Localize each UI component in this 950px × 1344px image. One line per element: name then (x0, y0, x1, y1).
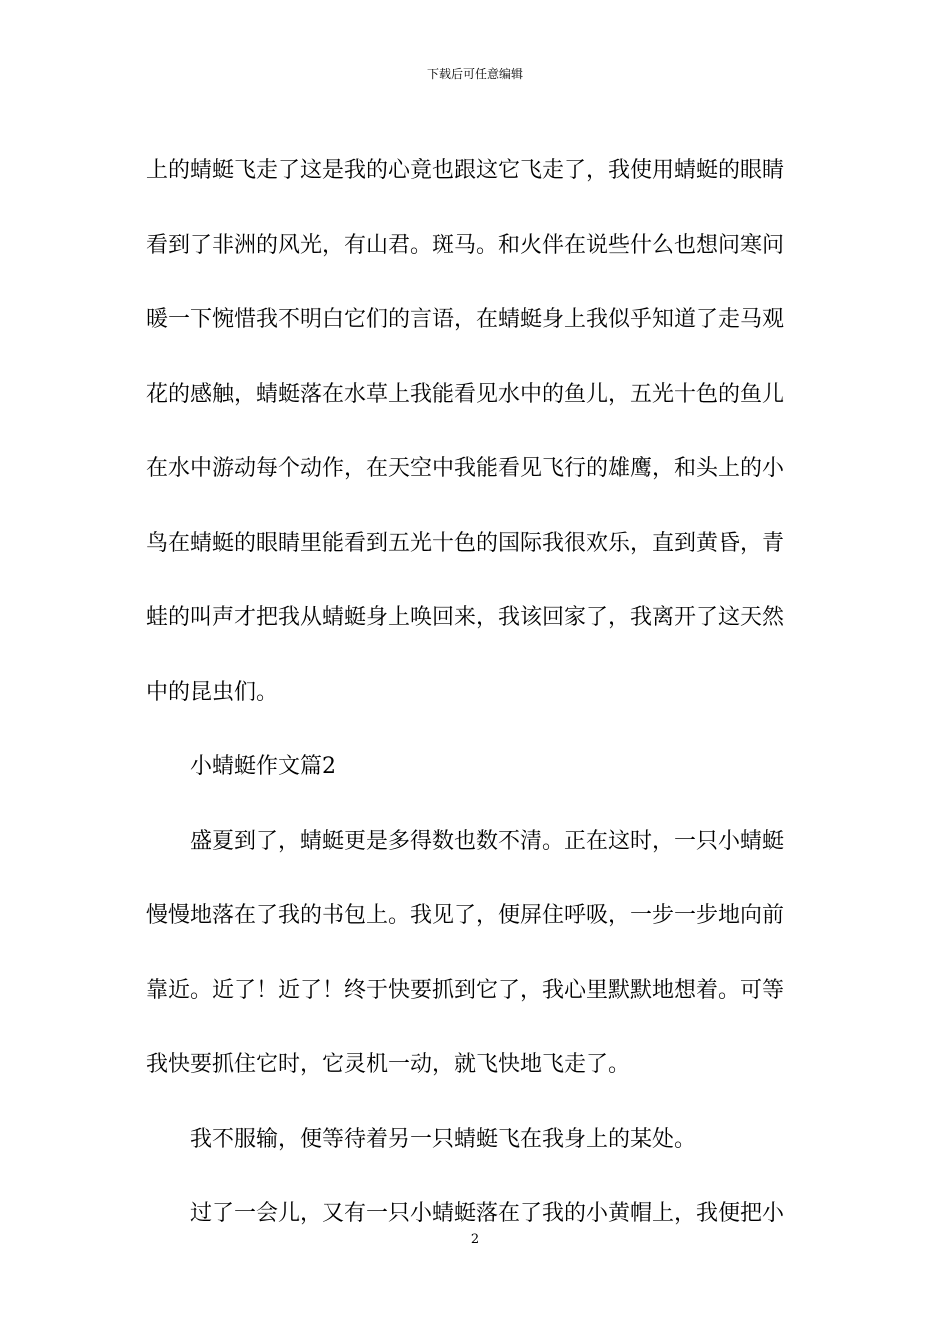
paragraph-2 (146, 805, 806, 1103)
text-line: 我快要抓住它时，它灵机一动，就飞快地飞走了。 (146, 1052, 631, 1077)
text-line: 盛夏到了，蜻蜓更是多得数也数不清。正在这时，一只小蜻蜓 (190, 828, 785, 854)
text-line: 过了一会儿，又有一只小蜻蜓落在了我的小黄帽上，我便把小 (190, 1201, 785, 1226)
text-line: 上的蜻蜓飞走了这是我的心竟也跟这它飞走了，我使用蜻蜓的眼睛 (146, 158, 785, 183)
text-line: 慢慢地落在了我的书包上。我见了，便屏住呼吸，一步一步地向前 (146, 903, 785, 928)
page-number: 2 (470, 1232, 480, 1247)
text-line: 花的感触，蜻蜓落在水草上我能看见水中的鱼儿，五光十色的鱼儿 (146, 381, 785, 407)
text-line: 蛙的叫声才把我从蜻蜓身上唤回来，我该回家了，我离开了这天然 (146, 605, 785, 630)
section-heading-text: 小蜻蜓作文篇2 (190, 754, 336, 779)
text-line: 看到了非洲的风光，有山君。斑马。和火伴在说些什么也想问寒问 (146, 232, 785, 258)
text-line: 鸟在蜻蜓的眼睛里能看到五光十色的国际我很欢乐，直到黄昏，青 (146, 530, 785, 556)
page-header: 下载后可任意编辑 (426, 67, 523, 81)
paragraph-1 (146, 134, 806, 730)
paragraph-3 (146, 1103, 806, 1178)
text-line: 中的昆虫们。 (146, 679, 279, 705)
text-line: 靠近。近了！近了！终于快要抓到它了，我心里默默地想着。可等 (146, 977, 785, 1003)
text-line: 我不服输，便等待着另一只蜻蜓飞在我身上的某处。 (190, 1126, 697, 1152)
body-text (146, 134, 806, 1252)
text-line: 在水中游动每个动作，在天空中我能看见飞行的雄鹰，和头上的小 (146, 456, 785, 481)
text-line: 暖一下惋惜我不明白它们的言语，在蜻蜓身上我似乎知道了走马观 (146, 307, 785, 332)
section-heading (146, 730, 806, 805)
